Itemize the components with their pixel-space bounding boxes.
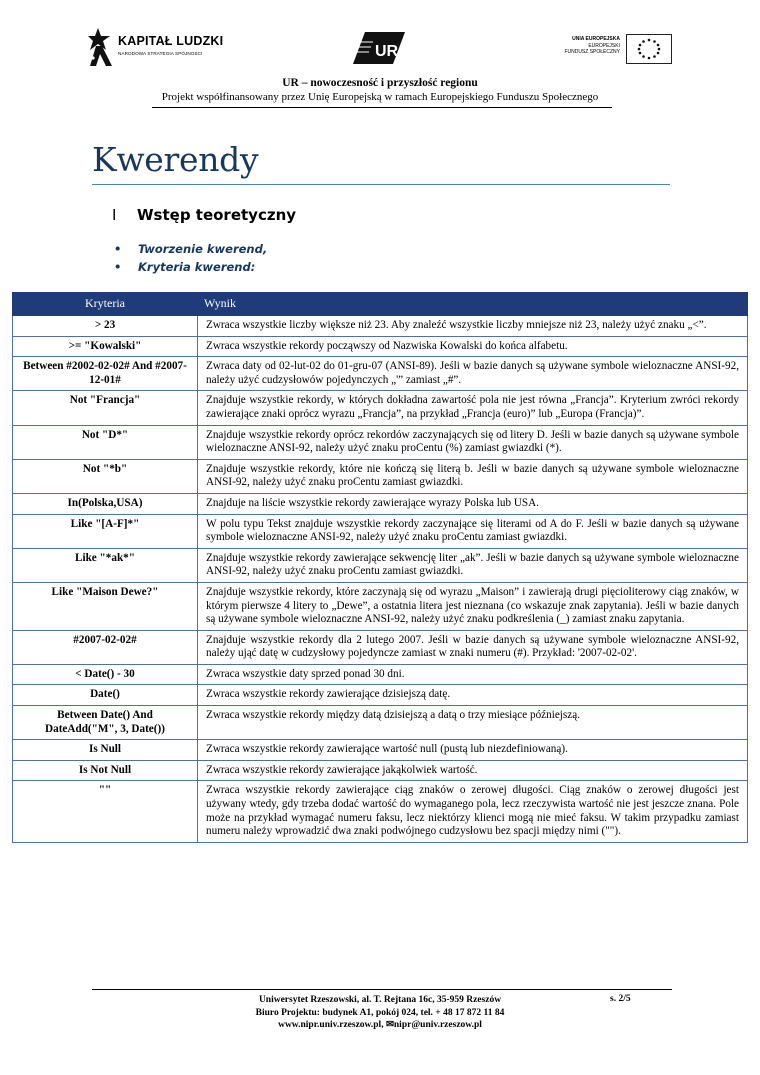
table-row <box>13 336 748 357</box>
criteria-table <box>12 292 748 843</box>
criteria-cell: Is Not Null <box>13 760 198 781</box>
result-cell: Znajduje na liście wszystkie rekordy zawierające wyrazy Polska lub USA. <box>198 493 748 514</box>
kapital-ludzki-icon <box>88 28 114 68</box>
bullet-text: Tworzenie kwerend, <box>138 242 268 256</box>
footer <box>0 994 760 1032</box>
result-cell: Zwraca wszystkie rekordy zawierające wartość null (pustą lub niezdefiniowaną). <box>198 740 748 761</box>
section-title: Wstęp teoretyczny <box>137 206 297 224</box>
column-header-result: Wynik <box>198 293 748 316</box>
result-cell: Zwraca wszystkie liczby większe niż 23. Aby znaleźć wszystkie liczby mniejsze niż 23, należy użyć znaku „<”. <box>198 316 748 337</box>
table-row <box>13 630 748 664</box>
result-cell: Zwraca wszystkie daty sprzed ponad 30 dni. <box>198 664 748 685</box>
result-cell: W polu typu Tekst znajduje wszystkie rekordy zaczynające się literami od A do F. Jeśli w bazie danych są używane symbole wieloznaczne ANSI-92, należy użyć znaku proCentu zamiast gwiazdki. <box>198 514 748 548</box>
result-cell: Znajduje wszystkie rekordy zawierające sekwencję liter „ak”. Jeśli w bazie danych są używane symbole wieloznaczne ANSI-92, należy użyć znaku proCentu zamiast gwiazdki. <box>198 548 748 582</box>
bullet-dot-icon: • <box>114 260 122 274</box>
page-title: Kwerendy <box>92 140 259 179</box>
result-cell: Znajduje wszystkie rekordy oprócz rekordów zaczynających się od litery D. Jeśli w bazie danych są używane symbole wieloznaczne ANSI-92, należy użyć znaku proCentu (%) zamiast gwiazdki (*). <box>198 425 748 459</box>
bullet-item <box>114 240 267 258</box>
footer-contact: www.nipr.univ.rzeszow.pl, ✉nipr@univ.rzeszow.pl <box>278 1020 482 1030</box>
title-underline <box>92 184 670 185</box>
table-row <box>13 582 748 630</box>
table-row <box>13 316 748 337</box>
bullet-dot-icon: • <box>114 242 122 256</box>
result-cell: Zwraca wszystkie rekordy zawierające jakąkolwiek wartość. <box>198 760 748 781</box>
criteria-cell: >= "Kowalski" <box>13 336 198 357</box>
bullet-list <box>114 240 267 276</box>
header-slogan: UR – nowoczesność i przyszłość regionu <box>282 77 478 89</box>
criteria-cell: Like "Maison Dewe?" <box>13 582 198 630</box>
eu-line3: FUNDUSZ SPOŁECZNY <box>564 49 620 55</box>
header-project-note: Projekt współfinansowany przez Unię Europejską w ramach Europejskiego Funduszu Społecznego <box>161 91 599 103</box>
result-cell: Zwraca wszystkie rekordy między datą dzisiejszą a datą o trzy miesiące późniejszą. <box>198 706 748 740</box>
criteria-cell: < Date() - 30 <box>13 664 198 685</box>
eu-line1: UNIA EUROPEJSKA <box>572 36 620 42</box>
result-cell: Znajduje wszystkie rekordy dla 2 lutego 2007. Jeśli w bazie danych są używane symbole wieloznaczne ANSI-92, należy ująć datę w cudzysłowy pojedyncze zamiast w znaki numeru (#). Przykład: '2007-02-02'. <box>198 630 748 664</box>
criteria-cell: In(Polska,USA) <box>13 493 198 514</box>
header-divider <box>152 107 612 108</box>
criteria-cell: "" <box>13 781 198 842</box>
table-row <box>13 459 748 493</box>
table-row <box>13 685 748 706</box>
kapital-ludzki-logo <box>88 26 228 70</box>
eu-flag-icon <box>626 34 672 64</box>
kapital-ludzki-title: KAPITAŁ LUDZKI <box>118 34 224 48</box>
table-header-row <box>13 293 748 316</box>
table-row <box>13 781 748 842</box>
eu-stars-icon <box>627 35 671 63</box>
table-row <box>13 514 748 548</box>
table-row <box>13 760 748 781</box>
criteria-cell: Not "D*" <box>13 425 198 459</box>
bullet-text: Kryteria kwerend: <box>138 260 256 274</box>
result-cell: Znajduje wszystkie rekordy, które zaczynają się od wyrazu „Maison” i zawierają drugi pięcioliterowy ciąg znaków, w którym pierwsze 4 litery to „Dewe”, a ostatnia litera jest nieznana (co wskazuje znak zapytania). Jeśli w bazie danych są używane symbole wieloznaczne ANSI-92, należy użyć znaku podkreślenia (_) zamiast znaku zapytania. <box>198 582 748 630</box>
table-row <box>13 357 748 391</box>
ur-logo-text: UR <box>375 43 399 60</box>
footer-address: Uniwersytet Rzeszowski, al. T. Rejtana 16c, 35-959 Rzeszów <box>258 995 502 1005</box>
result-cell: Zwraca daty od 02-lut-02 do 01-gru-07 (ANSI-89). Jeśli w bazie danych są używane symbole wieloznaczne ANSI-92, należy użyć cudzysłowów pojedynczych „'” zamiast „#”. <box>198 357 748 391</box>
table-row <box>13 548 748 582</box>
table-row <box>13 706 748 740</box>
criteria-cell: #2007-02-02# <box>13 630 198 664</box>
table-row <box>13 425 748 459</box>
eu-line2: EUROPEJSKI <box>588 42 620 49</box>
criteria-cell: Between #2002-02-02# And #2007-12-01# <box>13 357 198 391</box>
eu-logo <box>558 34 672 64</box>
criteria-cell: Like "*ak*" <box>13 548 198 582</box>
section-heading <box>112 206 296 224</box>
table-row <box>13 740 748 761</box>
result-cell: Zwraca wszystkie rekordy zawierające ciąg znaków o zerowej długości. Ciąg znaków o zerowej długości jest używany wtedy, gdy trzeba dodać wartość do wymaganego pola, lecz rzeczywista wartość nie jest jeszcze znana. Pole może na przykład wymagać numeru faksu, lecz niektórzy klienci mogą nie mieć faksu. W takim przypadku zamiast numeru należy wprowadzić dwa znaki podwójnego cudzysłowu bez spacji między nimi (""). <box>198 781 748 842</box>
page-number: s. 2/5 <box>610 994 631 1004</box>
ur-emblem-icon <box>353 32 405 64</box>
footer-office: Biuro Projektu: budynek A1, pokój 024, tel. + 48 17 872 11 84 <box>255 1007 505 1018</box>
criteria-cell: Not "*b" <box>13 459 198 493</box>
result-cell: Zwraca wszystkie rekordy zawierające dzisiejszą datę. <box>198 685 748 706</box>
result-cell: Zwraca wszystkie rekordy począwszy od Nazwiska Kowalski do końca alfabetu. <box>198 336 748 357</box>
eu-logo-text <box>564 36 620 56</box>
kapital-ludzki-subtitle: NARODOWA STRATEGIA SPÓJNOŚCI <box>118 51 203 56</box>
column-header-criteria: Kryteria <box>13 293 198 316</box>
criteria-cell: Not "Francja" <box>13 391 198 425</box>
result-cell: Znajduje wszystkie rekordy, w których dokładna zawartość pola nie jest równa „Francja”. Kryterium zwróci rekordy zawierające znaki oprócz wyrazu „Francja”, na przykład „Francja (euro)” lub „Europa (Francja)”. <box>198 391 748 425</box>
header-logos <box>88 26 672 70</box>
table-row <box>13 391 748 425</box>
ur-logo <box>353 32 405 64</box>
criteria-cell: Like "[A-F]*" <box>13 514 198 548</box>
criteria-cell: Date() <box>13 685 198 706</box>
table-row <box>13 493 748 514</box>
criteria-cell: > 23 <box>13 316 198 337</box>
criteria-cell: Is Null <box>13 740 198 761</box>
result-cell: Znajduje wszystkie rekordy, które nie kończą się literą b. Jeśli w bazie danych są używane symbole wieloznaczne ANSI-92, należy użyć znaku proCentu zamiast gwiazdki. <box>198 459 748 493</box>
table-row <box>13 664 748 685</box>
criteria-cell: Between Date() And DateAdd("M", 3, Date()) <box>13 706 198 740</box>
bullet-item <box>114 258 267 276</box>
section-number: I <box>112 206 117 224</box>
footer-divider <box>92 989 672 990</box>
